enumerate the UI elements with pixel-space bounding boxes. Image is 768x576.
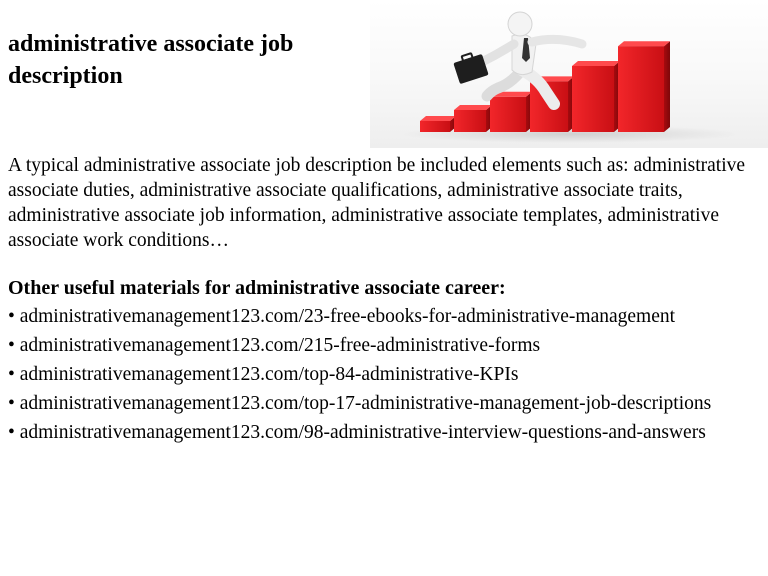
list-item xyxy=(8,421,753,445)
hero-image xyxy=(370,0,768,148)
material-link[interactable]: administrativemanagement123.com/23-free-ebooks-for-administrative-management xyxy=(19,306,676,327)
list-item xyxy=(8,334,753,358)
list-item xyxy=(8,363,753,387)
material-link[interactable]: administrativemanagement123.com/98-administrative-interview-questions-and-answers xyxy=(19,422,706,443)
materials-heading: Other useful materials for administrative associate career: xyxy=(8,277,506,299)
bar-2 xyxy=(454,105,492,132)
intro-paragraph: A typical administrative associate job description be included elements such as: administrative associate duties, administrative associate qualifications, administrative associate traits, administrative associate job information, administrative associate templates, administrative associate work conditions… xyxy=(8,155,746,251)
bullet: • xyxy=(8,422,15,443)
materials-list xyxy=(8,305,753,450)
material-link[interactable]: administrativemanagement123.com/top-84-administrative-KPIs xyxy=(19,364,519,385)
bar-1 xyxy=(420,116,456,132)
material-link[interactable]: administrativemanagement123.com/top-17-administrative-management-job-descriptions xyxy=(19,393,712,414)
list-item xyxy=(8,305,753,329)
bullet: • xyxy=(8,306,15,327)
material-link[interactable]: administrativemanagement123.com/215-free-administrative-forms xyxy=(19,335,541,356)
bullet: • xyxy=(8,393,15,414)
bullet: • xyxy=(8,364,15,385)
bar-6 xyxy=(618,41,670,132)
bar-3 xyxy=(490,92,532,132)
businessman-climbing-bar-chart-icon xyxy=(370,0,768,148)
bullet: • xyxy=(8,335,15,356)
bar-5 xyxy=(572,61,620,132)
list-item xyxy=(8,392,753,416)
page-title: administrative associate job description xyxy=(8,31,294,89)
